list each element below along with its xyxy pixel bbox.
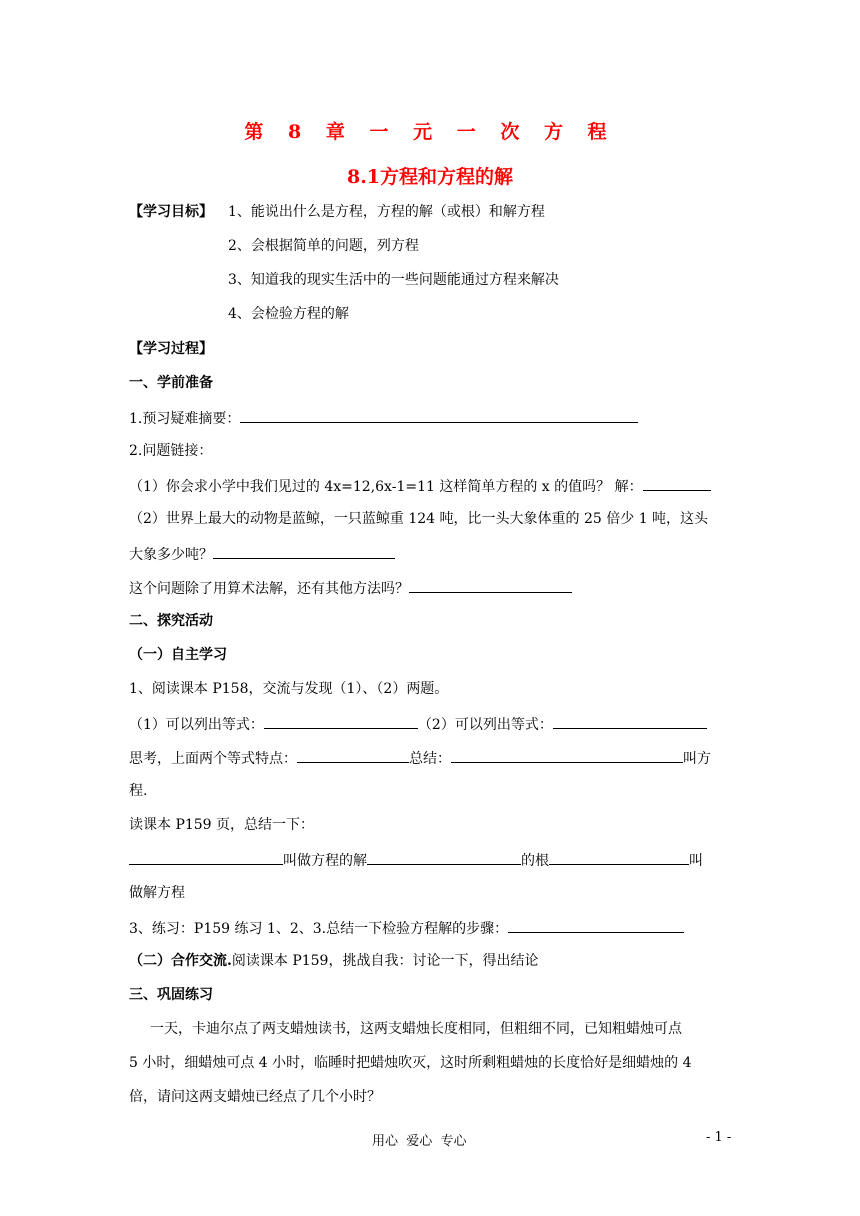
chapter-title: 第 8 章 一 元 一 次 方 程 (244, 121, 616, 143)
question-2-2-text: 大象多少吨？ (129, 547, 213, 563)
equation-2-label: （2）可以列出等式： (417, 717, 553, 733)
question-link-label: 2.问题链接： (129, 443, 213, 459)
objective-item-2: 2、会根据简单的问题，列方程 (228, 238, 419, 254)
part1-heading: 一、学前准备 (129, 375, 213, 391)
read-p159: 读课本 P159 页，总结一下： (129, 817, 315, 833)
think-label: 思考，上面两个等式特点： (129, 751, 297, 767)
preview-label: 1.预习疑难摘要： (129, 411, 241, 427)
objective-item-1: 1、能说出什么是方程，方程的解（或根）和解方程 (228, 204, 545, 220)
self-study-heading: （一）自主学习 (129, 647, 227, 663)
answer-blank[interactable] (297, 748, 409, 763)
practice-line (129, 918, 684, 938)
page-number: - 1 - (706, 1130, 732, 1145)
call-label: 叫 (689, 853, 703, 869)
cooperation-line (129, 952, 538, 970)
exercise-line-1: 一天，卡迪尔点了两支蜡烛读书，这两支蜡烛长度相同，但粗细不同，已知粗蜡烛可点 (150, 1021, 682, 1037)
answer-blank[interactable] (240, 408, 638, 423)
call-equation-label: 叫方 (683, 751, 711, 767)
objectives-label: 【学习目标】 (129, 204, 213, 220)
root-of-label: 的根 (521, 853, 549, 869)
exercise-line-3: 倍，请问这两支蜡烛已经点了几个小时？ (129, 1089, 381, 1105)
answer-blank[interactable] (213, 544, 395, 559)
question-2-3-text: 这个问题除了用算术法解，还有其他方法吗？ (129, 581, 409, 597)
answer-blank[interactable] (553, 714, 707, 729)
cooperation-heading: （二）合作交流. (129, 953, 232, 969)
call-equation-end: 程. (129, 783, 148, 799)
part2-heading: 二、探究活动 (129, 613, 213, 629)
equation-line (129, 714, 707, 734)
answer-blank[interactable] (409, 578, 572, 593)
solution-of-label: 叫做方程的解 (283, 853, 367, 869)
answer-blank[interactable] (264, 714, 418, 729)
think-line (129, 748, 711, 768)
question-2-1-text: （1）你会求小学中我们见过的 4x=12,6x-1=11 这样简单方程的 x 的值吗？ 解： (129, 479, 643, 495)
exercise-line-2: 5 小时，细蜡烛可点 4 小时，临睡时把蜡烛吹灭，这时所剩粗蜡烛的长度恰好是细蜡烛的 4 (129, 1055, 692, 1071)
read-p158: 1、阅读课本 P158，交流与发现（1）、（2）两题。 (129, 681, 449, 697)
answer-blank[interactable] (129, 850, 283, 865)
question-2-3 (129, 578, 572, 598)
answer-blank[interactable] (508, 918, 684, 933)
question-2-2-line1: （2）世界上最大的动物是蓝鲸，一只蓝鲸重 124 吨，比一头大象体重的 25 倍少 1 吨，这头 (129, 511, 709, 527)
answer-blank[interactable] (549, 850, 689, 865)
footer-motto: 用心 爱心 专心 (372, 1134, 467, 1149)
summary-label: 总结： (409, 751, 451, 767)
part3-heading: 三、巩固练习 (129, 987, 213, 1003)
question-2-2-line2 (129, 544, 395, 564)
equation-1-label: （1）可以列出等式： (129, 717, 264, 733)
question-2-1 (129, 476, 711, 496)
objective-item-4: 4、会检验方程的解 (228, 306, 349, 322)
solving-equation-label: 做解方程 (129, 885, 185, 901)
preview-question (129, 408, 638, 428)
answer-blank[interactable] (451, 748, 683, 763)
answer-blank[interactable] (367, 850, 521, 865)
practice-label: 3、练习：P159 练习 1、2、3.总结一下检验方程解的步骤： (129, 921, 509, 937)
answer-blank[interactable] (643, 476, 711, 491)
objective-item-3: 3、知道我的现实生活中的一些问题能通过方程来解决 (228, 272, 559, 288)
definition-line (129, 850, 703, 870)
section-title: 8.1方程和方程的解 (346, 166, 514, 188)
cooperation-text: 阅读课本 P159，挑战自我：讨论一下，得出结论 (231, 953, 539, 969)
process-label: 【学习过程】 (129, 341, 213, 357)
